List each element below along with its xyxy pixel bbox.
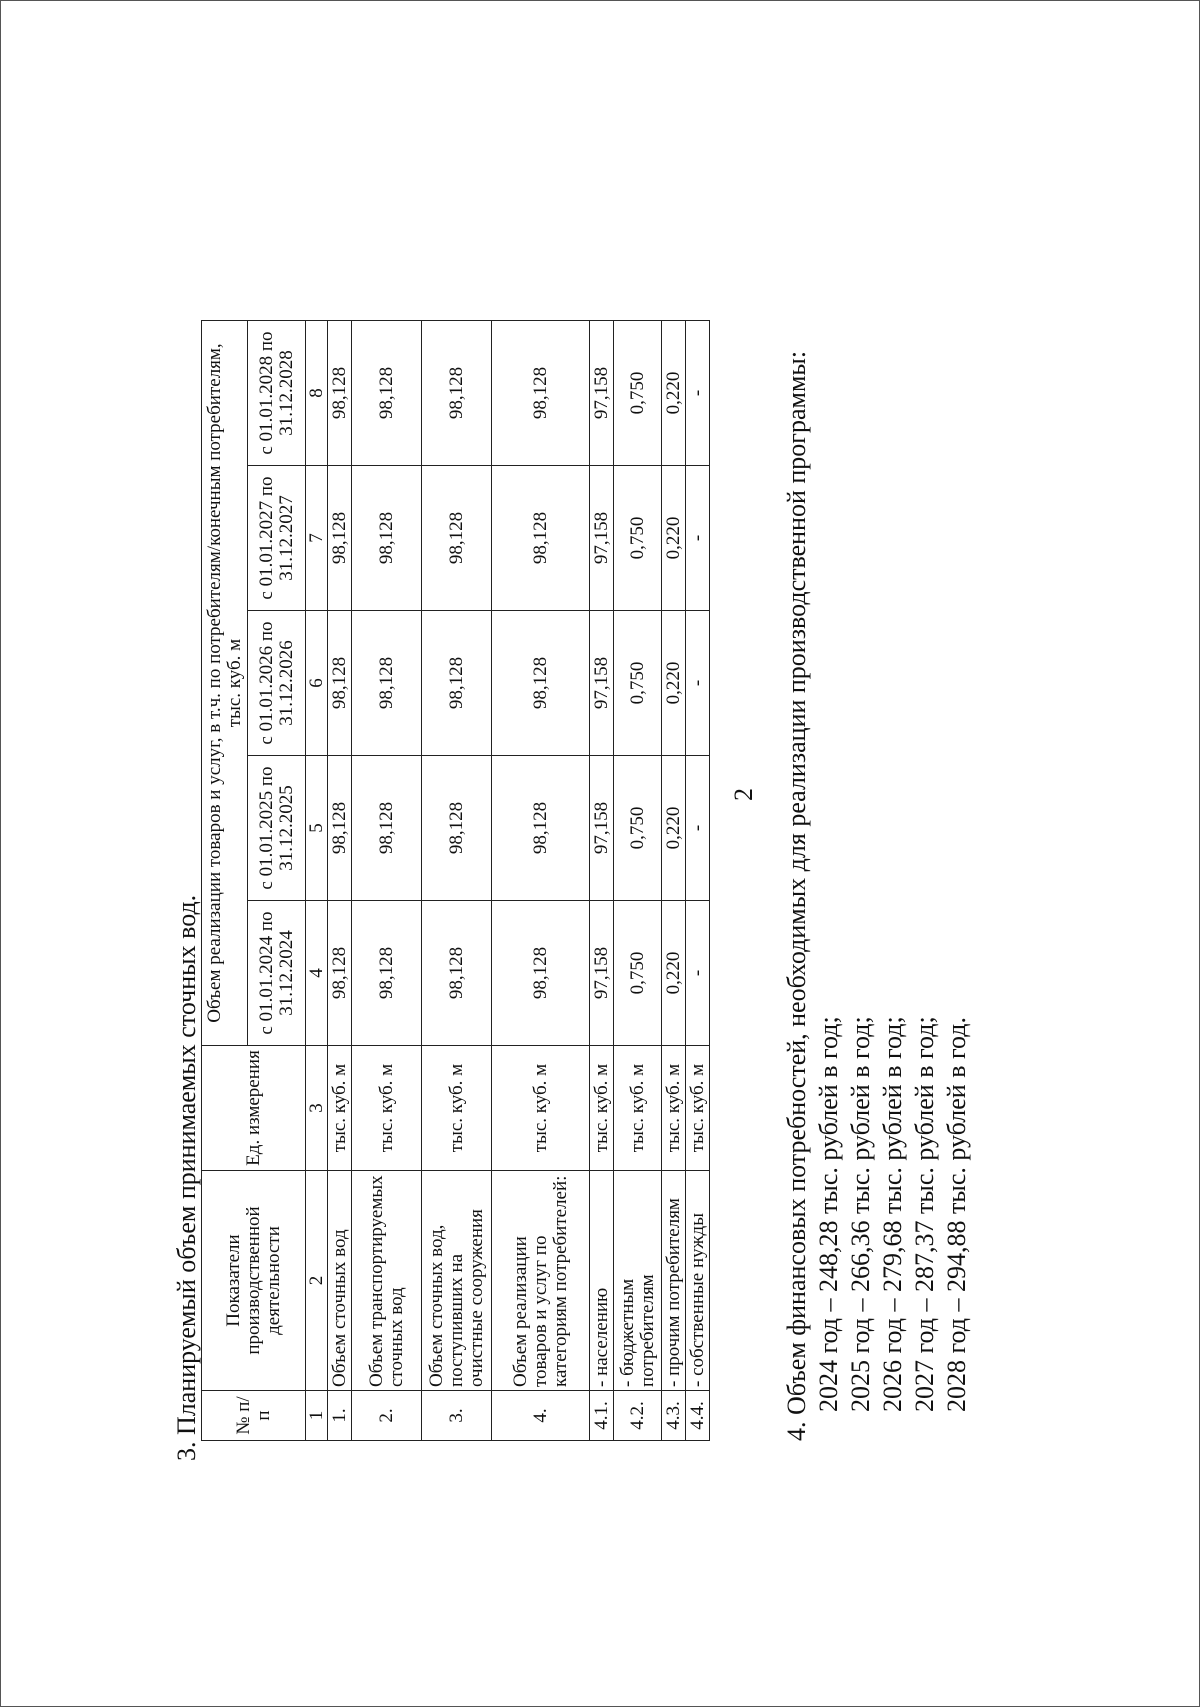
row-unit: тыс. куб. м	[352, 1046, 422, 1171]
header-period: с 01.01.2024 по 31.12.2024	[248, 901, 306, 1046]
column-number: 5	[306, 756, 328, 901]
row-value: 98,128	[352, 756, 422, 901]
section-3-title: 3. Планируемый объем принимаемых сточных вод.	[172, 894, 201, 1461]
column-number: 4	[306, 901, 328, 1046]
row-value: 98,128	[352, 611, 422, 756]
row-unit: тыс. куб. м	[328, 1046, 352, 1171]
row-value: -	[686, 756, 710, 901]
header-num: № п/п	[202, 1391, 306, 1441]
row-value: 98,128	[492, 611, 590, 756]
row-value: 98,128	[352, 321, 422, 466]
row-unit: тыс. куб. м	[686, 1046, 710, 1171]
row-value: 0,220	[662, 466, 686, 611]
row-value: 98,128	[328, 611, 352, 756]
row-indicator: - собственные нужды	[686, 1171, 710, 1391]
row-value: 0,220	[662, 756, 686, 901]
table-row	[590, 321, 614, 1441]
financing-line-2025: 2025 год – 266,36 тыс. рублей в год;	[846, 1016, 875, 1412]
row-num: 4.1.	[590, 1391, 614, 1441]
production-table	[201, 320, 710, 1441]
column-number: 2	[306, 1171, 328, 1391]
row-unit: тыс. куб. м	[590, 1046, 614, 1171]
rotated-content	[171, 41, 1071, 1461]
row-value: -	[686, 466, 710, 611]
row-value: 97,158	[590, 756, 614, 901]
row-value: 98,128	[492, 321, 590, 466]
table-row	[352, 321, 422, 1441]
row-unit: тыс. куб. м	[422, 1046, 492, 1171]
row-value: 98,128	[328, 466, 352, 611]
column-number: 3	[306, 1046, 328, 1171]
row-value: 0,220	[662, 901, 686, 1046]
row-indicator: Объем сточных вод, поступивших на очистные сооружения	[422, 1171, 492, 1391]
row-value: 98,128	[352, 466, 422, 611]
column-number: 7	[306, 466, 328, 611]
row-unit: тыс. куб. м	[492, 1046, 590, 1171]
row-value: 0,750	[614, 901, 662, 1046]
row-unit: тыс. куб. м	[662, 1046, 686, 1171]
row-value: 98,128	[422, 756, 492, 901]
header-period: с 01.01.2026 по 31.12.2026	[248, 611, 306, 756]
row-value: 97,158	[590, 901, 614, 1046]
row-indicator: - бюджетным потребителям	[614, 1171, 662, 1391]
row-value: 98,128	[352, 901, 422, 1046]
row-value: -	[686, 901, 710, 1046]
header-period: с 01.01.2028 по 31.12.2028	[248, 321, 306, 466]
section-4-title: 4. Объем финансовых потребностей, необходимых для реализации производственной программы:	[782, 350, 811, 1441]
row-value: 0,750	[614, 466, 662, 611]
table-row	[422, 321, 492, 1441]
row-num: 4.	[492, 1391, 590, 1441]
row-value: -	[686, 321, 710, 466]
row-value: 97,158	[590, 611, 614, 756]
row-num: 3.	[422, 1391, 492, 1441]
row-value: 98,128	[328, 756, 352, 901]
row-num: 4.2.	[614, 1391, 662, 1441]
column-number: 6	[306, 611, 328, 756]
row-indicator: Объем сточных вод	[328, 1171, 352, 1391]
row-value: 98,128	[492, 466, 590, 611]
row-value: 0,750	[614, 611, 662, 756]
row-value: 98,128	[422, 901, 492, 1046]
row-indicator: Объем реализации товаров и услуг по категориям потребителей:	[492, 1171, 590, 1391]
row-value: 98,128	[492, 756, 590, 901]
row-num: 4.3.	[662, 1391, 686, 1441]
row-indicator: Объем транспортируемых сточных вод	[352, 1171, 422, 1391]
table-row	[686, 321, 710, 1441]
page-number: 2	[729, 788, 758, 801]
column-number: 1	[306, 1391, 328, 1441]
row-value: 0,750	[614, 321, 662, 466]
row-value: 98,128	[328, 321, 352, 466]
table-row	[492, 321, 590, 1441]
row-value: -	[686, 611, 710, 756]
header-unit: Ед. измерения	[202, 1046, 306, 1171]
financing-line-2028: 2028 год – 294,88 тыс. рублей в год.	[942, 1017, 971, 1412]
section-4	[781, 351, 973, 1441]
column-number: 8	[306, 321, 328, 466]
row-value: 98,128	[422, 611, 492, 756]
header-indicator: Показатели производственной деятельности	[202, 1171, 306, 1391]
row-value: 98,128	[492, 901, 590, 1046]
financing-line-2027: 2027 год – 287,37 тыс. рублей в год;	[910, 1016, 939, 1412]
table-row	[614, 321, 662, 1441]
row-value: 97,158	[590, 321, 614, 466]
row-value: 98,128	[422, 466, 492, 611]
header-period: с 01.01.2027 по 31.12.2027	[248, 466, 306, 611]
header-period: с 01.01.2025 по 31.12.2025	[248, 756, 306, 901]
header-volume: Объем реализации товаров и услуг, в т.ч. по потребителям/конечным потребителям, тыс. куб. м	[202, 321, 248, 1046]
row-unit: тыс. куб. м	[614, 1046, 662, 1171]
table-row	[662, 321, 686, 1441]
table-row	[328, 321, 352, 1441]
row-num: 4.4.	[686, 1391, 710, 1441]
row-value: 0,220	[662, 321, 686, 466]
row-value: 97,158	[590, 466, 614, 611]
row-num: 1.	[328, 1391, 352, 1441]
row-value: 98,128	[422, 321, 492, 466]
row-indicator: - прочим потребителям	[662, 1171, 686, 1391]
financing-line-2026: 2026 год – 279,68 тыс. рублей в год;	[878, 1016, 907, 1412]
financing-line-2024: 2024 год – 248,28 тыс. рублей в год;	[814, 1016, 843, 1412]
row-indicator: - населению	[590, 1171, 614, 1391]
row-value: 0,220	[662, 611, 686, 756]
row-num: 2.	[352, 1391, 422, 1441]
column-number-row	[306, 321, 328, 1441]
row-value: 98,128	[328, 901, 352, 1046]
row-value: 0,750	[614, 756, 662, 901]
